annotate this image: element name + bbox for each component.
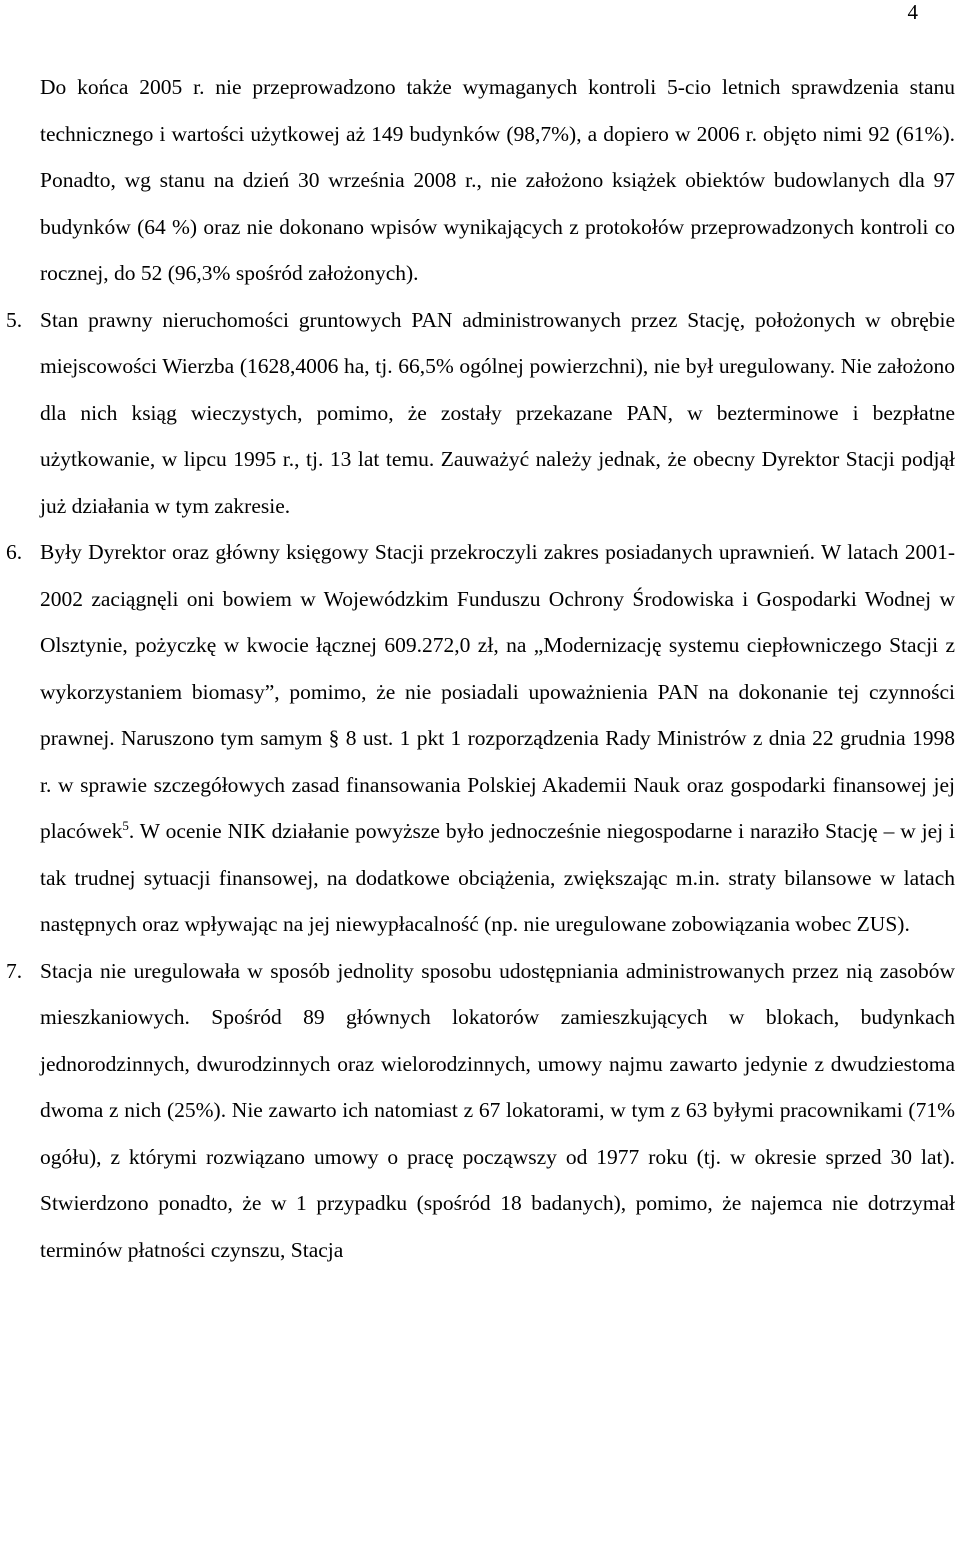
paragraph-number: 7. [6,958,23,983]
paragraph-text: Do końca 2005 r. nie przeprowadzono także wymaganych kontroli 5-cio letnich sprawdzenia stanu technicznego i wartości użytkowej aż 149 budynków (98,7%), a dopiero w 2006 r. objęto nimi 92 (61%). Ponadto, wg stanu na dzień 30 września 2008 r., nie założono książek obiektów budowlanych dla 97 budynków (64 %) oraz nie dokonano wpisów wynikających z protokołów przeprowadzonych kontroli co rocznej, do 52 (96,3% spośród założonych). [40,75,955,285]
paragraph-number: 5. [6,307,23,332]
page-number: 4 [907,0,918,24]
footnote-reference: 5 [122,817,129,833]
paragraph-text: Były Dyrektor oraz główny księgowy Stacji przekroczyli zakres posiadanych uprawnień. W latach 2001-2002 zaciągnęli oni bowiem w Wojewódzkim Funduszu Ochrony Środowiska i Gospodarki Wodnej w Olsztynie, pożyczkę w kwocie łącznej 609.272,0 zł, na „Modernizację systemu ciepłowniczego Stacji z wykorzystaniem biomasy”, pomimo, że nie posiadali upoważnienia PAN na dokonanie tej czynności prawnej. Naruszono tym samym § 8 ust. 1 pkt 1 rozporządzenia Rady Ministrów z dnia 22 grudnia 1998 r. w sprawie szczegółowych zasad finansowania Polskiej Akademii Nauk oraz gospodarki finansowej jej placówek [40,540,955,843]
paragraph-intro [0,64,955,297]
paragraph-number: 6. [6,540,23,564]
paragraph-text-continued: . W ocenie NIK działanie powyższe było jednocześnie niegospodarne i naraziło Stację – w jej i tak trudnej sytuacji finansowej, na dodatkowe obciążenia, zwiększając m.in. straty bilansowe w latach następnych oraz wpływając na jej niewypłacalność (np. nie uregulowane zobowiązania wobec ZUS). [40,819,955,936]
paragraph-text: Stacja nie uregulowała w sposób jednolity sposobu udostępniania administrowanych przez nią zasobów mieszkaniowych. Spośród 89 głównych lokatorów zamieszkujących w blokach, budynkach jednorodzinnych, dwurodzinnych oraz wielorodzinnych, umowy najmu zawarto jedynie z dwudziestoma dwoma z nich (25%). Nie zawarto ich natomiast z 67 lokatorami, w tym z 63 byłymi pracownikami (71% ogółu), z którymi rozwiązano umowy o pracę począwszy od 1977 roku (tj. w okresie sprzed 30 lat). Stwierdzono ponadto, że w 1 przypadku (spośród 18 badanych), pomimo, że najemca nie dotrzymał terminów płatności czynszu, Stacja [40,958,955,1262]
paragraph-5 [0,297,955,530]
paragraph-text: Stan prawny nieruchomości gruntowych PAN administrowanych przez Stację, położonych w obrębie miejscowości Wierzba (1628,4006 ha, tj. 66,5% ogólnej powierzchni), nie był uregulowany. Nie założono dla nich ksiąg wieczystych, pomimo, że zostały przekazane PAN, w bezterminowe i bezpłatne użytkowanie, w lipcu 1995 r., tj. 13 lat temu. Zauważyć należy jednak, że obecny Dyrektor Stacji podjął już działania w tym zakresie. [40,307,955,518]
document-body [0,64,955,1273]
paragraph-7 [0,948,955,1274]
paragraph-6 [0,529,955,948]
